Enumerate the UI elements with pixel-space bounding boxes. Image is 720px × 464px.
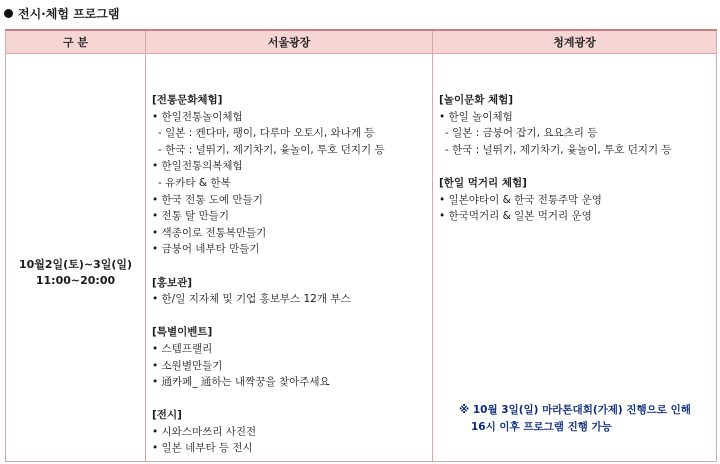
list-item: • 소원별만들기 [152,359,223,372]
program-table [5,29,717,462]
note-line: 16시 이후 프로그램 진행 가능 [471,420,612,433]
cheonggye-plaza-cell [433,54,717,462]
header-category: 구 분 [6,30,146,54]
list-item: • 한일전통놀이체험 [152,110,243,123]
list-item: • 한/일 지자체 및 기업 홍보부스 12개 부스 [152,293,351,306]
list-subitem: - 한국 : 널뛰기, 제기차기, 윷놀이, 투호 던지기 등 [158,143,385,156]
header-cheonggye-plaza: 청계광장 [433,30,717,54]
date-cell [6,54,146,462]
date-range: 10월2일(토)~3일(일) [18,258,133,271]
list-item: • 금붕어 네부타 만들기 [152,243,260,256]
header-seoul-plaza: 서울광장 [146,30,433,54]
list-subitem: - 일본 : 금붕어 잡기, 요요츠리 등 [445,127,598,140]
list-item: • 전통 탈 만들기 [152,210,230,223]
list-item: • 通카페_ 通하는 내짝꿍을 찾아주세요 [152,376,330,389]
list-item: • 시와스마쓰리 사진전 [152,425,257,438]
list-item: • 스템프랠리 [152,342,213,355]
table-header-row [6,30,717,54]
circle-bullet-icon [4,9,13,18]
list-subitem: - 일본 : 켄다마, 팽이, 다루마 오토시, 와나게 등 [158,127,375,140]
seoul-section-heading: [특별이벤트] [152,326,213,339]
table-row [6,54,717,462]
section-title [4,3,119,23]
list-item: • 한일전통의복체험 [152,160,243,173]
cheonggye-section-heading: [놀이문화 체험] [439,94,514,106]
time-range: 11:00~20:00 [35,274,116,287]
seoul-section-heading: [홍보관] [152,276,193,289]
seoul-section-heading: [전통문화체험] [152,94,223,106]
list-item: • 한국먹거리 & 일본 먹거리 운영 [439,210,592,223]
cheonggye-section-heading: [한일 먹거리 체험] [439,176,527,189]
seoul-plaza-cell [146,54,433,462]
list-item: • 일본 네부타 등 전시 [152,442,253,455]
section-title-text: 전시·체험 프로그램 [18,6,120,21]
list-subitem: - 유카타 & 한복 [158,176,231,189]
list-item: • 한국 전통 도예 만들기 [152,193,263,206]
note-line: ※ 10월 3일(일) 마라톤대회(가제) 진행으로 인해 [459,404,691,416]
list-item: • 색종이로 전통복만들기 [152,226,267,239]
seoul-section-heading: [전시] [152,409,182,422]
schedule-note [459,402,691,435]
list-item: • 일본야타이 & 한국 전통주막 운영 [439,193,602,206]
list-item: • 한일 놀이체험 [439,110,513,123]
list-subitem: - 한국 : 널뛰기, 제기차기, 윷놀이, 투호 던지기 등 [445,143,672,156]
